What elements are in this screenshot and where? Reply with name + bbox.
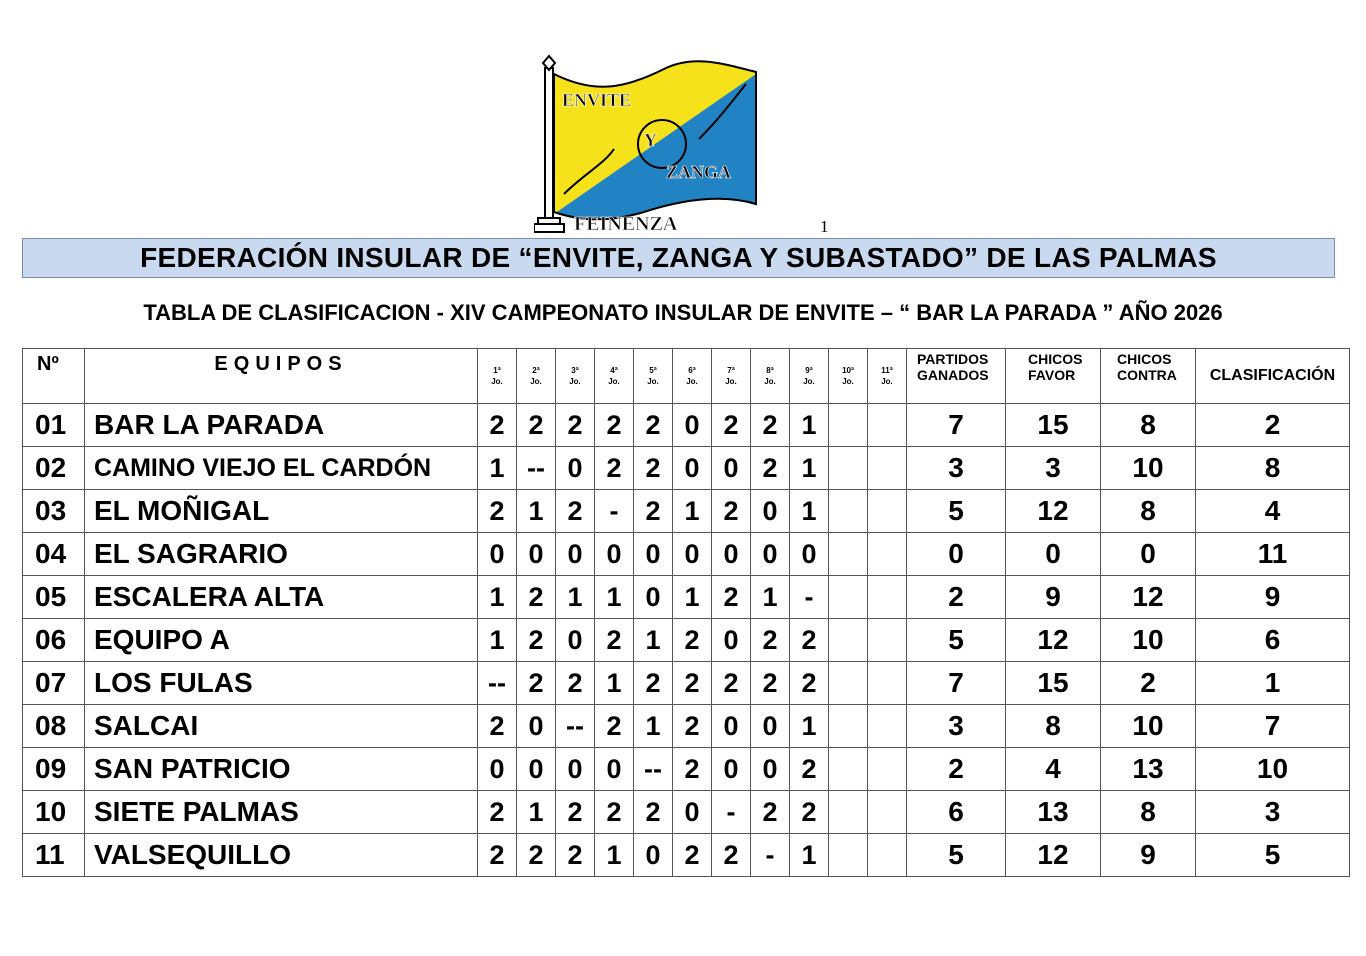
row-number: 04 [23, 533, 85, 576]
team-name: CAMINO VIEJO EL CARDÓN [85, 447, 478, 490]
round-score: 0 [712, 748, 751, 791]
team-name: SAN PATRICIO [85, 748, 478, 791]
round-score: 2 [751, 791, 790, 834]
clasificacion: 1 [1196, 662, 1350, 705]
round-score [868, 834, 907, 877]
round-score: 0 [478, 748, 517, 791]
table-row [23, 705, 1350, 748]
round-score [829, 404, 868, 447]
round-score [868, 533, 907, 576]
round-score: 2 [673, 705, 712, 748]
svg-text:Y: Y [644, 130, 657, 150]
round-score: 2 [790, 791, 829, 834]
chicos-contra: 10 [1101, 619, 1196, 662]
round-score: 0 [673, 404, 712, 447]
round-score: 0 [712, 447, 751, 490]
header-round: 4ª Jo. [595, 349, 634, 404]
round-score: 2 [790, 619, 829, 662]
round-score: 2 [634, 404, 673, 447]
table-row [23, 490, 1350, 533]
round-score: 2 [673, 748, 712, 791]
round-score: 1 [790, 490, 829, 533]
round-score: -- [517, 447, 556, 490]
table-row [23, 748, 1350, 791]
round-score: 1 [673, 576, 712, 619]
round-score: 0 [556, 748, 595, 791]
chicos-favor: 9 [1006, 576, 1101, 619]
round-score: 2 [634, 791, 673, 834]
round-score [868, 404, 907, 447]
svg-text:FEINENZA: FEINENZA [574, 213, 678, 235]
round-score: 2 [478, 404, 517, 447]
round-score: 1 [517, 490, 556, 533]
row-number: 09 [23, 748, 85, 791]
round-score: 2 [712, 404, 751, 447]
round-score: 0 [556, 533, 595, 576]
chicos-favor: 12 [1006, 619, 1101, 662]
clasificacion: 5 [1196, 834, 1350, 877]
round-score: -- [478, 662, 517, 705]
clasificacion: 7 [1196, 705, 1350, 748]
round-score: 0 [712, 705, 751, 748]
round-score [868, 662, 907, 705]
team-name: VALSEQUILLO [85, 834, 478, 877]
round-score: 2 [556, 834, 595, 877]
round-score: - [712, 791, 751, 834]
round-score: 0 [556, 619, 595, 662]
table-row [23, 619, 1350, 662]
round-score: 2 [517, 662, 556, 705]
round-score: 1 [556, 576, 595, 619]
round-score: 2 [595, 447, 634, 490]
round-score: 2 [595, 619, 634, 662]
round-score: - [790, 576, 829, 619]
round-score: 0 [517, 748, 556, 791]
round-score: 2 [595, 404, 634, 447]
partidos-ganados: 6 [907, 791, 1006, 834]
row-number: 03 [23, 490, 85, 533]
team-name: EL MOÑIGAL [85, 490, 478, 533]
round-score: 2 [673, 662, 712, 705]
round-score: 2 [790, 662, 829, 705]
round-score: -- [634, 748, 673, 791]
round-score [829, 834, 868, 877]
round-score [829, 748, 868, 791]
round-score: 1 [790, 447, 829, 490]
round-score [829, 619, 868, 662]
chicos-contra: 0 [1101, 533, 1196, 576]
round-score: 2 [517, 576, 556, 619]
partidos-ganados: 3 [907, 447, 1006, 490]
partidos-ganados: 5 [907, 834, 1006, 877]
row-number: 06 [23, 619, 85, 662]
partidos-ganados: 5 [907, 490, 1006, 533]
row-number: 11 [23, 834, 85, 877]
round-score: - [595, 490, 634, 533]
round-score: 0 [673, 791, 712, 834]
table-row [23, 404, 1350, 447]
round-score [868, 576, 907, 619]
round-score: 0 [673, 533, 712, 576]
chicos-favor: 3 [1006, 447, 1101, 490]
round-score [829, 447, 868, 490]
chicos-favor: 12 [1006, 490, 1101, 533]
chicos-contra: 2 [1101, 662, 1196, 705]
header-round: 9ª Jo. [790, 349, 829, 404]
chicos-contra: 13 [1101, 748, 1196, 791]
team-name: EQUIPO A [85, 619, 478, 662]
round-score: 2 [751, 619, 790, 662]
row-number: 08 [23, 705, 85, 748]
round-score: 0 [673, 447, 712, 490]
header-clasificacion: CLASIFICACIÓN [1196, 349, 1350, 404]
round-score: - [751, 834, 790, 877]
round-score: 0 [478, 533, 517, 576]
round-score: 2 [478, 791, 517, 834]
header-row [23, 349, 1350, 404]
flag-logo-icon [534, 54, 762, 236]
round-score: 1 [673, 490, 712, 533]
round-score: 2 [673, 619, 712, 662]
round-score: 0 [556, 447, 595, 490]
round-score: 1 [634, 619, 673, 662]
round-score: 0 [712, 619, 751, 662]
round-score: 1 [595, 834, 634, 877]
clasificacion: 9 [1196, 576, 1350, 619]
round-score: 2 [634, 447, 673, 490]
round-score: 2 [595, 705, 634, 748]
round-score: 1 [790, 705, 829, 748]
chicos-favor: 0 [1006, 533, 1101, 576]
table-row [23, 791, 1350, 834]
round-score: -- [556, 705, 595, 748]
clasificacion: 6 [1196, 619, 1350, 662]
round-score: 0 [517, 705, 556, 748]
round-score [829, 662, 868, 705]
svg-text:ZANGA: ZANGA [666, 162, 732, 182]
table-row [23, 662, 1350, 705]
chicos-contra: 10 [1101, 705, 1196, 748]
partidos-ganados: 7 [907, 662, 1006, 705]
round-score: 2 [556, 404, 595, 447]
round-score [868, 748, 907, 791]
round-score: 2 [556, 662, 595, 705]
chicos-favor: 12 [1006, 834, 1101, 877]
round-score [829, 533, 868, 576]
clasificacion: 2 [1196, 404, 1350, 447]
header-round: 5ª Jo. [634, 349, 673, 404]
row-number: 05 [23, 576, 85, 619]
round-score: 2 [478, 490, 517, 533]
round-score: 2 [478, 834, 517, 877]
round-score: 2 [751, 447, 790, 490]
round-score: 1 [751, 576, 790, 619]
round-score [868, 447, 907, 490]
team-name: EL SAGRARIO [85, 533, 478, 576]
standings-table [22, 348, 1350, 877]
round-score [868, 490, 907, 533]
header-partidos-ganados: PARTIDOS GANADOS [907, 349, 1006, 404]
header-round: 7ª Jo. [712, 349, 751, 404]
chicos-contra: 8 [1101, 490, 1196, 533]
header-chicos-favor: CHICOS FAVOR [1006, 349, 1101, 404]
chicos-favor: 8 [1006, 705, 1101, 748]
chicos-favor: 15 [1006, 404, 1101, 447]
page-number: 1 [820, 217, 829, 236]
chicos-favor: 15 [1006, 662, 1101, 705]
table-row [23, 447, 1350, 490]
round-score: 2 [595, 791, 634, 834]
round-score: 1 [478, 576, 517, 619]
header-round: 8ª Jo. [751, 349, 790, 404]
table-row [23, 576, 1350, 619]
round-score: 2 [712, 662, 751, 705]
round-score: 2 [517, 834, 556, 877]
round-score: 0 [751, 490, 790, 533]
round-score [829, 791, 868, 834]
header-num: Nº [23, 349, 85, 404]
round-score: 2 [712, 834, 751, 877]
round-score [868, 705, 907, 748]
round-score: 0 [712, 533, 751, 576]
chicos-contra: 12 [1101, 576, 1196, 619]
round-score: 2 [673, 834, 712, 877]
clasificacion: 3 [1196, 791, 1350, 834]
round-score: 2 [712, 576, 751, 619]
team-name: SIETE PALMAS [85, 791, 478, 834]
federation-title: FEDERACIÓN INSULAR DE “ENVITE, ZANGA Y SUBASTADO” DE LAS PALMAS [22, 238, 1335, 278]
round-score: 1 [790, 834, 829, 877]
chicos-contra: 10 [1101, 447, 1196, 490]
round-score: 0 [751, 705, 790, 748]
round-score: 0 [634, 533, 673, 576]
round-score: 2 [556, 490, 595, 533]
round-score: 1 [478, 619, 517, 662]
round-score: 0 [751, 533, 790, 576]
chicos-contra: 9 [1101, 834, 1196, 877]
clasificacion: 10 [1196, 748, 1350, 791]
chicos-favor: 4 [1006, 748, 1101, 791]
partidos-ganados: 2 [907, 576, 1006, 619]
round-score: 2 [517, 404, 556, 447]
round-score: 2 [478, 705, 517, 748]
chicos-contra: 8 [1101, 791, 1196, 834]
row-number: 01 [23, 404, 85, 447]
round-score [829, 576, 868, 619]
table-title: TABLA DE CLASIFICACION - XIV CAMPEONATO INSULAR DE ENVITE – “ BAR LA PARADA ” AÑO 2026 [143, 300, 1223, 325]
round-score: 2 [634, 662, 673, 705]
header-round: 3ª Jo. [556, 349, 595, 404]
round-score: 0 [517, 533, 556, 576]
partidos-ganados: 0 [907, 533, 1006, 576]
round-score: 1 [478, 447, 517, 490]
clasificacion: 4 [1196, 490, 1350, 533]
header-round: 11ª Jo. [868, 349, 907, 404]
round-score: 2 [751, 662, 790, 705]
team-name: LOS FULAS [85, 662, 478, 705]
header-teams: EQUIPOS [85, 349, 478, 404]
round-score [829, 705, 868, 748]
round-score: 2 [634, 490, 673, 533]
round-score: 2 [556, 791, 595, 834]
row-number: 10 [23, 791, 85, 834]
round-score [829, 490, 868, 533]
clasificacion: 8 [1196, 447, 1350, 490]
round-score: 2 [712, 490, 751, 533]
round-score: 2 [790, 748, 829, 791]
chicos-favor: 13 [1006, 791, 1101, 834]
row-number: 02 [23, 447, 85, 490]
round-score: 1 [790, 404, 829, 447]
table-row [23, 533, 1350, 576]
header-round: 1ª Jo. [478, 349, 517, 404]
table-row [23, 834, 1350, 877]
round-score: 0 [595, 533, 634, 576]
round-score: 2 [751, 404, 790, 447]
team-name: ESCALERA ALTA [85, 576, 478, 619]
clasificacion: 11 [1196, 533, 1350, 576]
round-score: 0 [751, 748, 790, 791]
team-name: SALCAI [85, 705, 478, 748]
row-number: 07 [23, 662, 85, 705]
round-score: 1 [595, 662, 634, 705]
round-score: 1 [595, 576, 634, 619]
round-score: 1 [517, 791, 556, 834]
round-score: 2 [517, 619, 556, 662]
round-score: 0 [634, 834, 673, 877]
federation-logo [534, 54, 762, 236]
header-round: 10ª Jo. [829, 349, 868, 404]
round-score [868, 619, 907, 662]
partidos-ganados: 7 [907, 404, 1006, 447]
round-score: 0 [634, 576, 673, 619]
header-chicos-contra: CHICOS CONTRA [1101, 349, 1196, 404]
team-name: BAR LA PARADA [85, 404, 478, 447]
header-round: 2ª Jo. [517, 349, 556, 404]
header-round: 6ª Jo. [673, 349, 712, 404]
chicos-contra: 8 [1101, 404, 1196, 447]
partidos-ganados: 2 [907, 748, 1006, 791]
round-score [868, 791, 907, 834]
partidos-ganados: 5 [907, 619, 1006, 662]
round-score: 0 [595, 748, 634, 791]
svg-text:ENVITE: ENVITE [562, 90, 632, 110]
round-score: 1 [634, 705, 673, 748]
round-score: 0 [790, 533, 829, 576]
partidos-ganados: 3 [907, 705, 1006, 748]
